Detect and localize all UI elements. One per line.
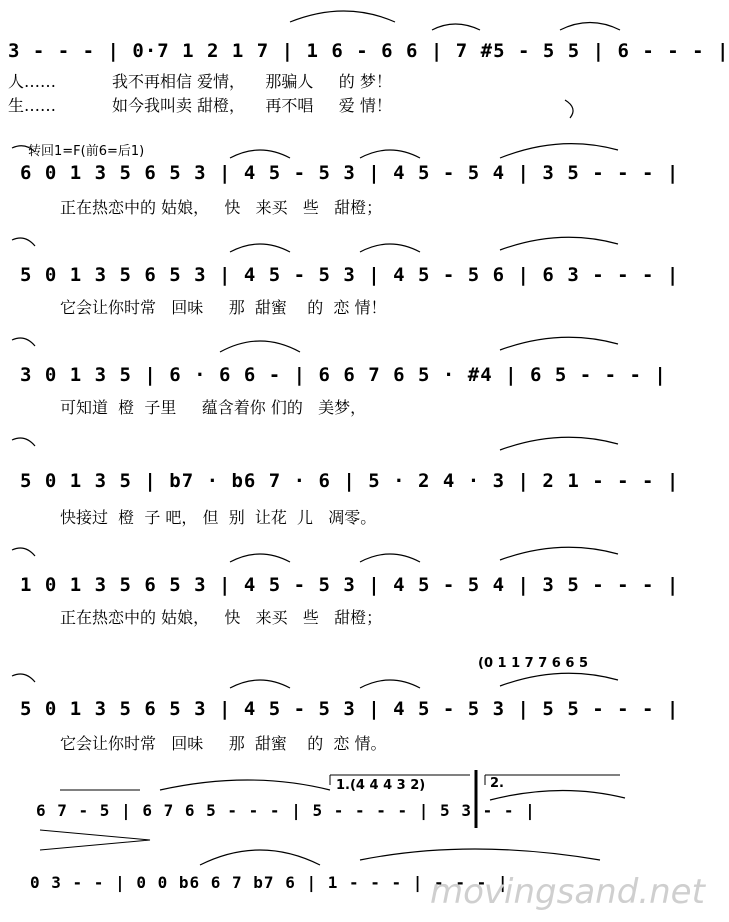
staff-row-5-lyric: 正在热恋中的 姑娘， 快 来买 些 甜橙； <box>60 608 383 627</box>
tie-arc <box>500 337 618 350</box>
staff-row-4-notes: 5 0 1 3 5 | b7 · b6 7 · 6 | 5 · 2 4 · 3 | 2 1 - - - | <box>20 470 680 492</box>
slur-mark <box>12 238 35 246</box>
staff-row-1-notes: 6 0 1 3 5 6 5 3 | 4 5 - 5 3 | 4 5 - 5 4 | 3 5 - - - | <box>20 162 680 184</box>
ending-upper-notes: 6 7 - 5 | 6 7 6 5 - - - | 5 - - - - | 5 3 - - | <box>36 801 536 820</box>
tie-arc <box>360 244 420 252</box>
hairpin <box>40 830 150 850</box>
tie-arc <box>500 144 618 158</box>
intro-notes: 3 - - - | 0·7 1 2 1 7 | 1 6 - 6 6 | 7 #5 - 5 5 | 6 - - - | <box>8 40 729 62</box>
tie-arc <box>360 680 420 688</box>
staff-row-6-notes: 5 0 1 3 5 6 5 3 | 4 5 - 5 3 | 4 5 - 5 3 | 5 5 - - - | <box>20 698 680 720</box>
slur-mark <box>565 100 573 118</box>
tie-arc <box>560 23 620 31</box>
tie-arc <box>220 341 300 352</box>
staff-row-4-lyric: 快接过 橙 子 吧， 但 别 让花 儿 凋零。 <box>60 508 377 527</box>
slur-mark <box>12 548 35 556</box>
tie-arc <box>360 150 420 158</box>
tie-arc <box>500 547 618 560</box>
staff-row-2-lyric: 它会让你时常 回味 那 甜蜜 的 恋 情！ <box>60 298 387 317</box>
staff-row-3-notes: 3 0 1 3 5 | 6 · 6 6 - | 6 6 7 6 5 · #4 | 6 5 - - - | <box>20 364 667 386</box>
staff-row-6-aside: (0 1 1 7 7 6 6 5 <box>478 656 588 671</box>
tie-arc <box>230 680 290 688</box>
tie-arc <box>230 554 290 562</box>
intro-lyric-verse-1: 人…… 我不再相信 爱情， 那骗人 的 梦！ <box>8 72 392 91</box>
tie-arc <box>432 24 480 30</box>
tie-arc <box>490 790 625 800</box>
volta-2-label: 2. <box>490 776 504 791</box>
ending-lower-notes: 0 3 - - | 0 0 b6 6 7 b7 6 | 1 - - - | - - - | <box>30 873 509 892</box>
slur-mark <box>12 438 35 446</box>
staff-row-5-notes: 1 0 1 3 5 6 5 3 | 4 5 - 5 3 | 4 5 - 5 4 | 3 5 - - - | <box>20 574 680 596</box>
tie-arc <box>500 437 618 450</box>
staff-row-1-lyric: 正在热恋中的 姑娘， 快 来买 些 甜橙； <box>60 198 383 217</box>
key-change-label: 转回1=F(前6=后1) <box>28 144 145 159</box>
tie-arc <box>360 849 600 860</box>
tie-arc <box>230 244 290 252</box>
tie-arc <box>290 11 395 22</box>
tie-arc <box>500 237 618 250</box>
staff-row-6-lyric: 它会让你时常 回味 那 甜蜜 的 恋 情。 <box>60 734 387 753</box>
tie-arc <box>200 850 320 865</box>
tie-arc <box>360 554 420 562</box>
volta-1-label: 1.(4 4 4 3 2) <box>336 778 426 793</box>
watermark: movingsand.net <box>430 872 705 912</box>
staff-row-2-notes: 5 0 1 3 5 6 5 3 | 4 5 - 5 3 | 4 5 - 5 6 | 6 3 - - - | <box>20 264 680 286</box>
tie-arc <box>500 673 618 686</box>
tie-arc <box>230 150 290 158</box>
staff-row-3-lyric: 可知道 橙 子里 蕴含着你 们的 美梦， <box>60 398 367 417</box>
slur-mark <box>12 338 35 346</box>
tie-arc <box>160 780 330 790</box>
slur-mark <box>12 674 35 682</box>
intro-lyric-verse-2: 生…… 如今我叫卖 甜橙， 再不唱 爱 情！ <box>8 96 392 115</box>
